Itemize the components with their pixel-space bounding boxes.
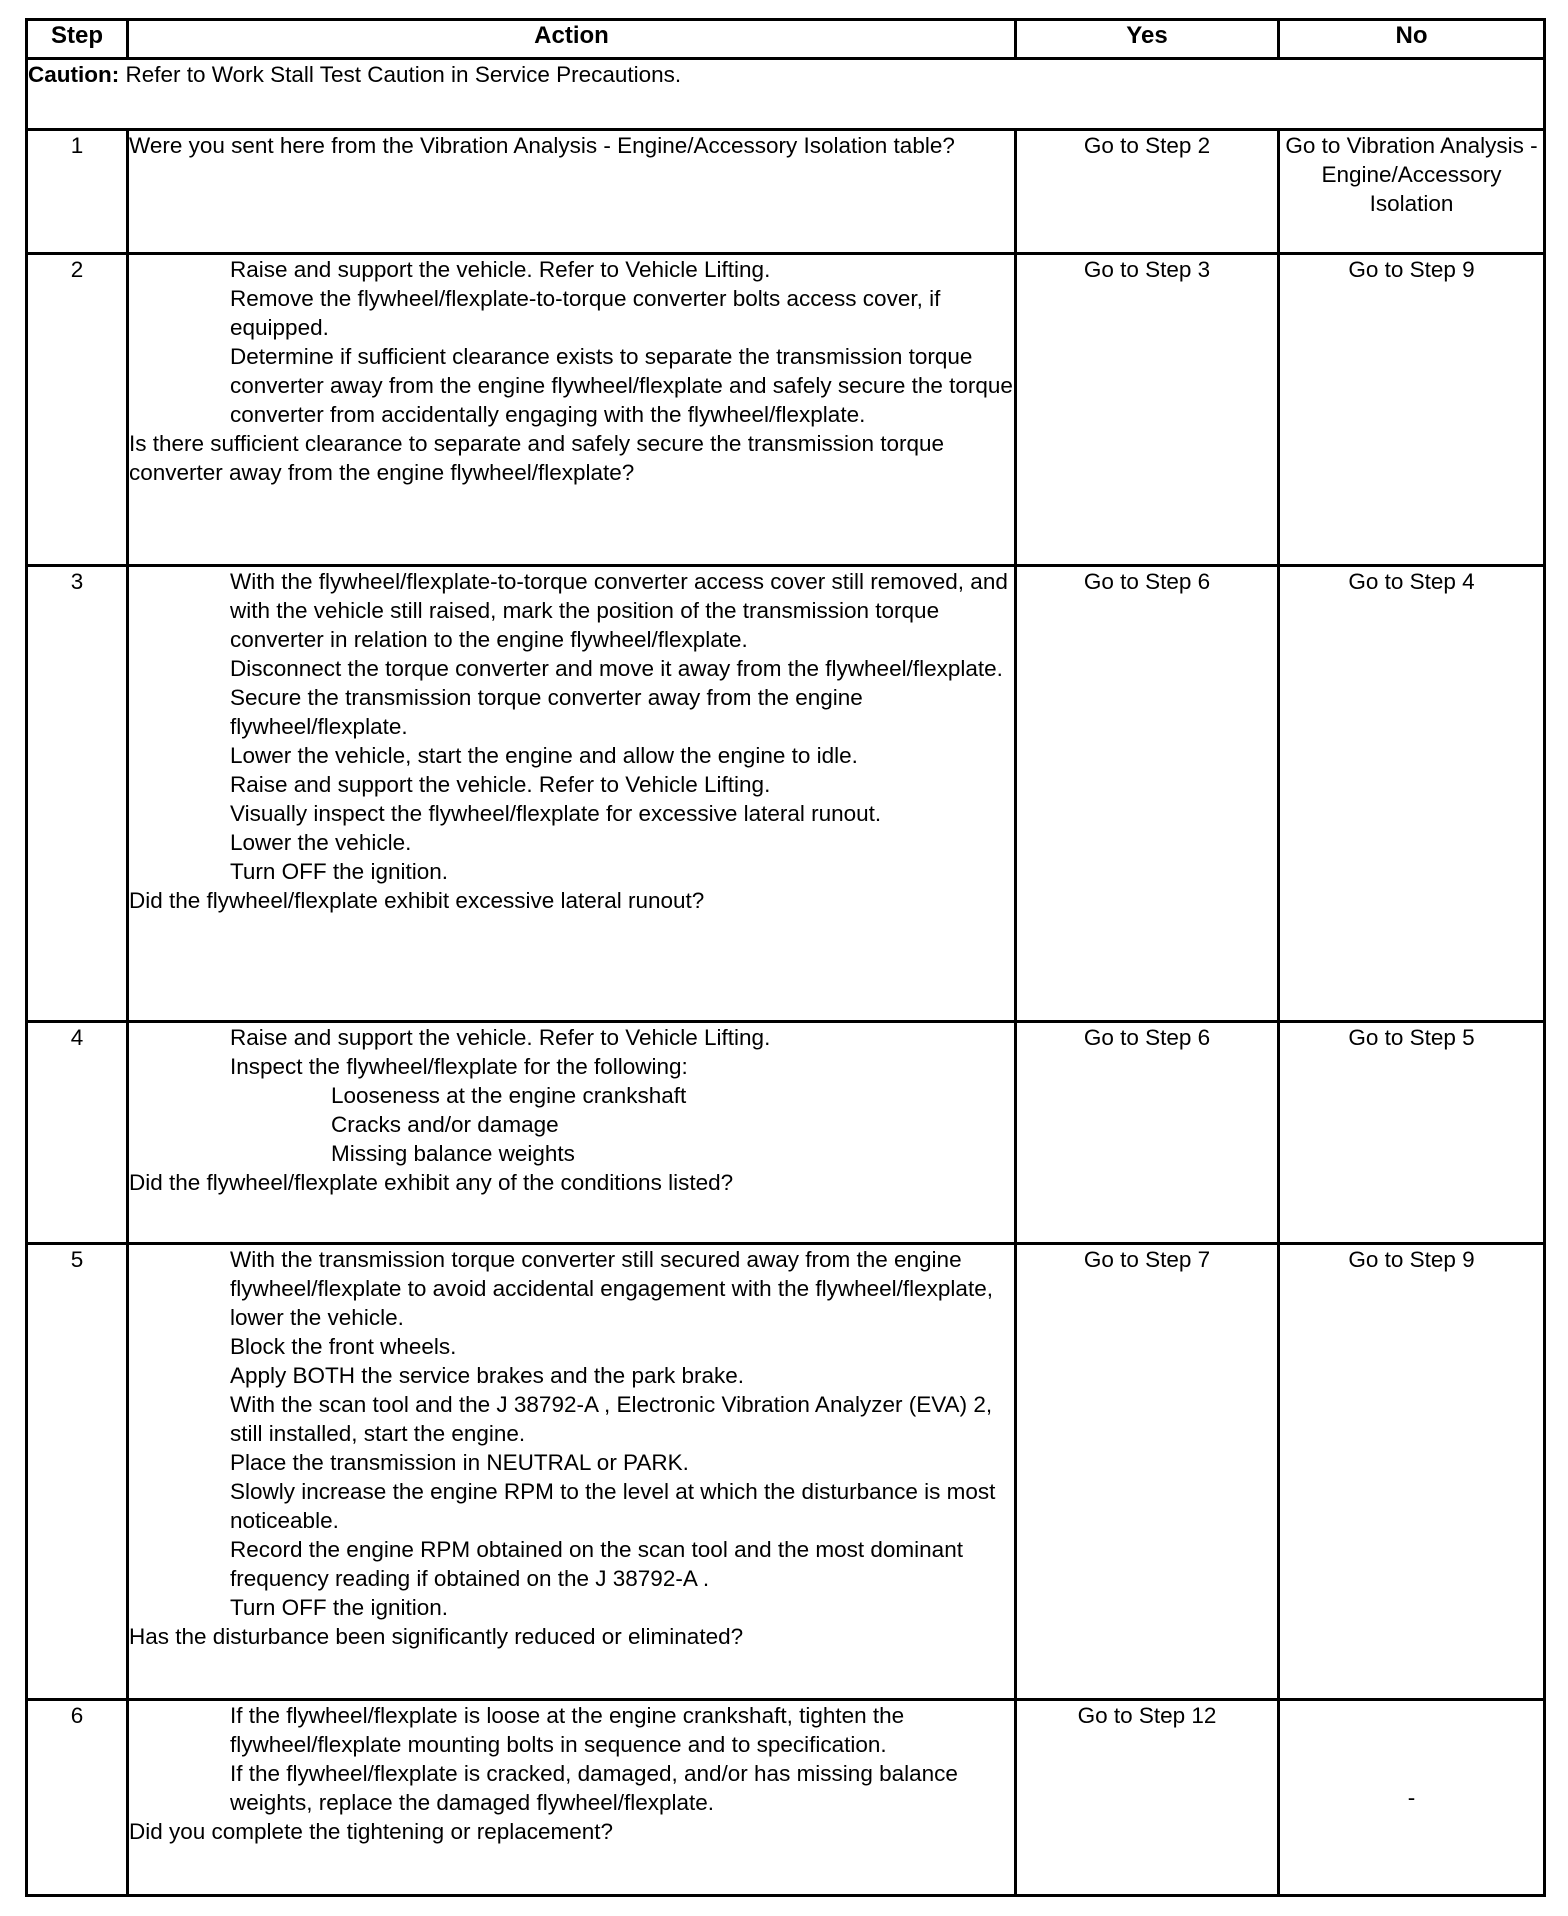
instruction-item: Block the front wheels. <box>230 1334 457 1359</box>
instruction-list <box>129 255 1014 429</box>
instruction-item: Raise and support the vehicle. Refer to Vehicle Lifting. <box>230 257 771 282</box>
no-cell: Go to Step 5 <box>1279 1022 1545 1244</box>
table-row <box>27 130 1545 254</box>
instruction-item: Place the transmission in NEUTRAL or PARK. <box>230 1450 689 1475</box>
instruction-item: Lower the vehicle, start the engine and allow the engine to idle. <box>230 743 858 768</box>
caution-label: Caution: <box>28 62 120 87</box>
diagnostic-table <box>25 18 1546 1897</box>
instruction-item: With the scan tool and the J 38792-A , Electronic Vibration Analyzer (EVA) 2, still installed, start the engine. <box>230 1392 993 1446</box>
instruction-item: Determine if sufficient clearance exists to separate the transmission torque converter away from the engine flywheel/flexplate and safely secure the torque converter from accidentally engaging with the flywheel/flexplate. <box>230 344 1013 427</box>
instruction-list <box>129 1701 1014 1817</box>
instruction-item: Inspect the flywheel/flexplate for the following: <box>230 1054 688 1079</box>
step-number: 3 <box>27 566 128 1022</box>
action-cell <box>128 1700 1016 1896</box>
instruction-item: With the transmission torque converter still secured away from the engine flywheel/flexplate to avoid accidental engagement with the flywheel/flexplate, lower the vehicle. <box>230 1247 993 1330</box>
action-cell <box>128 1244 1016 1700</box>
instruction-item: Visually inspect the flywheel/flexplate for excessive lateral runout. <box>230 801 882 826</box>
instruction-item: Turn OFF the ignition. <box>230 1595 449 1620</box>
table-row <box>27 566 1545 1022</box>
step-number: 1 <box>27 130 128 254</box>
instruction-item: With the flywheel/flexplate-to-torque converter access cover still removed, and with the vehicle still raised, mark the position of the transmission torque converter in relation to the engine flywheel/flexplate. <box>230 569 1008 652</box>
question-text: Were you sent here from the Vibration Analysis - Engine/Accessory Isolation table? <box>129 133 955 158</box>
action-cell <box>128 254 1016 566</box>
header-no: No <box>1279 20 1545 59</box>
question-text: Did you complete the tightening or replacement? <box>129 1819 614 1844</box>
action-cell <box>128 130 1016 254</box>
step-number: 2 <box>27 254 128 566</box>
yes-cell: Go to Step 12 <box>1016 1700 1279 1896</box>
header-action: Action <box>128 20 1016 59</box>
instruction-list <box>129 567 1014 886</box>
step-number: 6 <box>27 1700 128 1896</box>
instruction-item: Secure the transmission torque converter away from the engine flywheel/flexplate. <box>230 685 863 739</box>
instruction-item: Lower the vehicle. <box>230 830 412 855</box>
question-text: Did the flywheel/flexplate exhibit any of the conditions listed? <box>129 1170 734 1195</box>
sub-instruction-item: Cracks and/or damage <box>331 1112 559 1137</box>
instruction-item: Turn OFF the ignition. <box>230 859 449 884</box>
instruction-item: If the flywheel/flexplate is cracked, damaged, and/or has missing balance weights, replace the damaged flywheel/flexplate. <box>230 1761 958 1815</box>
yes-cell: Go to Step 2 <box>1016 130 1279 254</box>
header-step: Step <box>27 20 128 59</box>
caution-text: Refer to Work Stall Test Caution in Service Precautions. <box>125 62 682 87</box>
sub-instruction-item: Missing balance weights <box>331 1141 575 1166</box>
instruction-list <box>129 1245 1014 1622</box>
instruction-item: Slowly increase the engine RPM to the level at which the disturbance is most noticeable. <box>230 1479 996 1533</box>
instruction-item: Remove the flywheel/flexplate-to-torque converter bolts access cover, if equipped. <box>230 286 941 340</box>
no-cell: Go to Step 9 <box>1279 1244 1545 1700</box>
instruction-item: Record the engine RPM obtained on the scan tool and the most dominant frequency reading if obtained on the J 38792-A . <box>230 1537 963 1591</box>
step-number: 5 <box>27 1244 128 1700</box>
yes-cell: Go to Step 6 <box>1016 1022 1279 1244</box>
no-cell: Go to Vibration Analysis - Engine/Accessory Isolation <box>1279 130 1545 254</box>
no-cell: Go to Step 4 <box>1279 566 1545 1022</box>
no-cell: Go to Step 9 <box>1279 254 1545 566</box>
yes-cell: Go to Step 3 <box>1016 254 1279 566</box>
table-row <box>27 1022 1545 1244</box>
step-number: 4 <box>27 1022 128 1244</box>
question-text: Is there sufficient clearance to separate and safely secure the transmission torque converter away from the engine flywheel/flexplate? <box>129 431 945 485</box>
yes-cell: Go to Step 6 <box>1016 566 1279 1022</box>
question-text: Did the flywheel/flexplate exhibit excessive lateral runout? <box>129 888 705 913</box>
sub-instruction-item: Looseness at the engine crankshaft <box>331 1083 687 1108</box>
instruction-item: Raise and support the vehicle. Refer to Vehicle Lifting. <box>230 1025 771 1050</box>
no-cell: - <box>1279 1700 1545 1896</box>
question-text: Has the disturbance been significantly reduced or eliminated? <box>129 1624 744 1649</box>
action-cell <box>128 566 1016 1022</box>
yes-cell: Go to Step 7 <box>1016 1244 1279 1700</box>
instruction-item: Raise and support the vehicle. Refer to Vehicle Lifting. <box>230 772 771 797</box>
table-row <box>27 1244 1545 1700</box>
instruction-item: Disconnect the torque converter and move it away from the flywheel/flexplate. <box>230 656 1003 681</box>
caution-row <box>27 59 1545 130</box>
header-yes: Yes <box>1016 20 1279 59</box>
action-cell <box>128 1022 1016 1244</box>
table-header-row <box>27 20 1545 59</box>
caution-cell <box>27 59 1545 130</box>
instruction-item: Apply BOTH the service brakes and the park brake. <box>230 1363 744 1388</box>
table-row <box>27 1700 1545 1896</box>
instruction-list <box>129 1023 1014 1168</box>
instruction-item: If the flywheel/flexplate is loose at the engine crankshaft, tighten the flywheel/flexplate mounting bolts in sequence and to specification. <box>230 1703 905 1757</box>
table-row <box>27 254 1545 566</box>
